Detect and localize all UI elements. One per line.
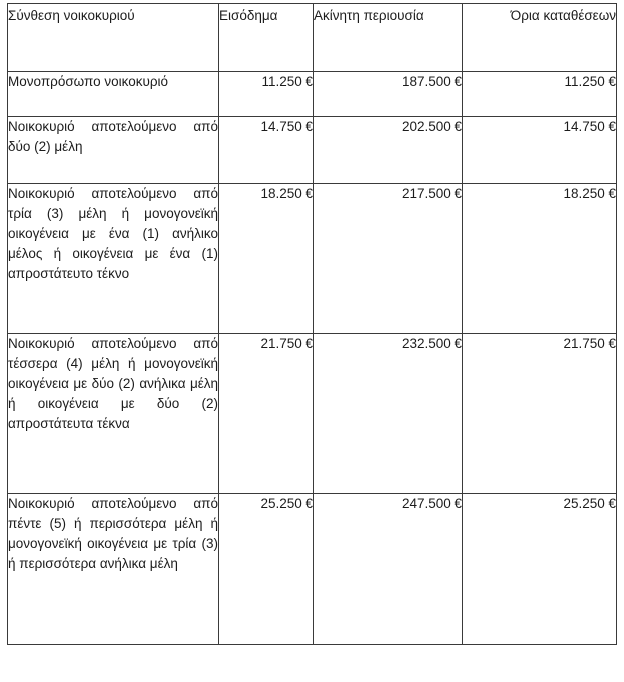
cell-composition: Νοικοκυριό αποτελούμενο από τρία (3) μέλη ή μονογονεϊκή οικογένεια με ένα (1) ανήλικο μέλος ή οικογένεια με ένα (1) απροστάτευτο τέκνο [8,184,219,334]
cell-composition: Νοικοκυριό αποτελούμενο από τέσσερα (4) μέλη ή μονογονεϊκή οικογένεια με δύο (2) ανήλικα μέλη ή οικογένεια με δύο (2) απροστάτευτα τέκνα [8,334,219,494]
cell-composition: Νοικοκυριό αποτελούμενο από δύο (2) μέλη [8,117,219,184]
table-row [8,334,617,494]
cell-composition: Νοικοκυριό αποτελούμενο από πέντε (5) ή περισσότερα μέλη ή μονογονεϊκή οικογένεια με τρία (3) ή περισσότερα ανήλικα μέλη [8,494,219,645]
table-row [8,494,617,645]
eligibility-table [7,3,617,645]
cell-income: 14.750 € [219,117,314,184]
table-row [8,184,617,334]
cell-income: 25.250 € [219,494,314,645]
header-composition: Σύνθεση νοικοκυριού [8,4,219,72]
cell-property: 187.500 € [314,72,463,117]
cell-property: 217.500 € [314,184,463,334]
header-income: Εισόδημα [219,4,314,72]
table-row [8,117,617,184]
cell-income: 11.250 € [219,72,314,117]
cell-deposits: 21.750 € [463,334,617,494]
header-property: Ακίνητη περιουσία [314,4,463,72]
cell-deposits: 11.250 € [463,72,617,117]
cell-income: 18.250 € [219,184,314,334]
cell-income: 21.750 € [219,334,314,494]
cell-deposits: 14.750 € [463,117,617,184]
cell-property: 202.500 € [314,117,463,184]
cell-deposits: 18.250 € [463,184,617,334]
table-row [8,72,617,117]
header-row [8,4,617,72]
cell-deposits: 25.250 € [463,494,617,645]
header-deposits: Όρια καταθέσεων [463,4,617,72]
cell-composition: Μονοπρόσωπο νοικοκυριό [8,72,219,117]
cell-property: 232.500 € [314,334,463,494]
cell-property: 247.500 € [314,494,463,645]
